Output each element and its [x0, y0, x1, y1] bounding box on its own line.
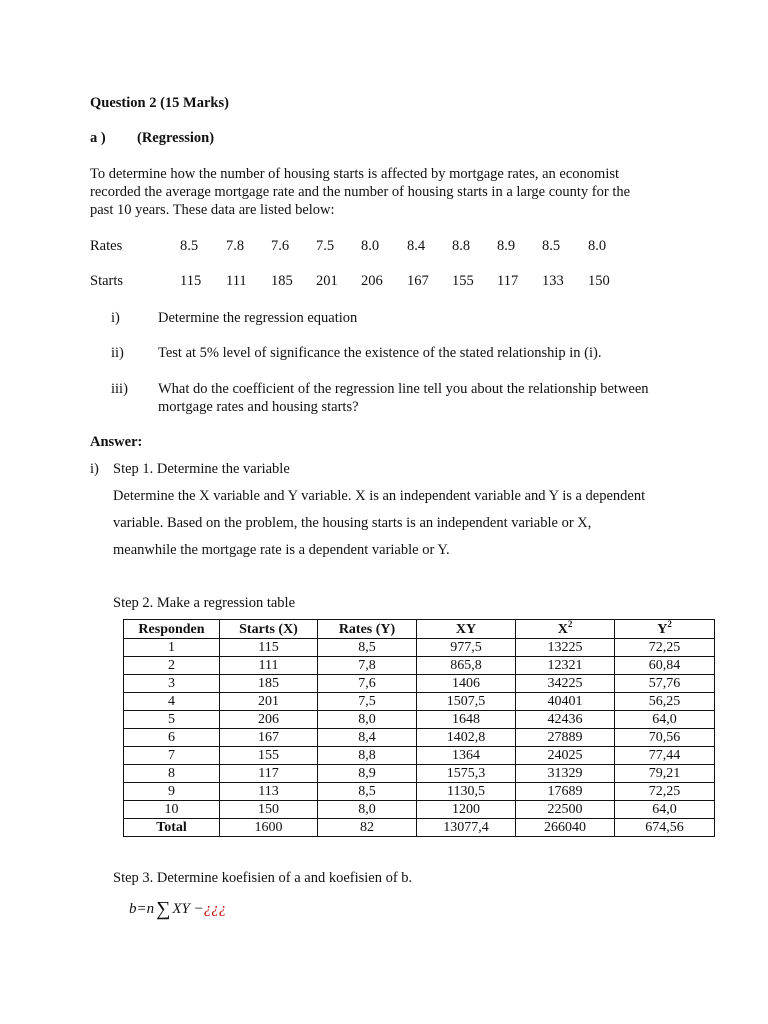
- start-value: 185: [271, 273, 293, 289]
- table-cell: 9: [124, 783, 220, 801]
- table-cell: 77,44: [615, 747, 715, 765]
- table-cell: 6: [124, 729, 220, 747]
- table-cell: 117: [220, 765, 318, 783]
- item-number: ii): [111, 345, 124, 361]
- table-cell: 4: [124, 693, 220, 711]
- start-value: 206: [361, 273, 383, 289]
- table-cell: 40401: [516, 693, 615, 711]
- table-cell: 8,0: [318, 801, 417, 819]
- table-cell: 2: [124, 657, 220, 675]
- item-text: mortgage rates and housing starts?: [158, 399, 359, 415]
- table-cell: 201: [220, 693, 318, 711]
- table-row: [124, 693, 715, 711]
- header-x-base: X: [557, 621, 568, 637]
- total-cell: 13077,4: [417, 819, 516, 837]
- part-label: a ): [90, 130, 106, 146]
- table-cell: 8,8: [318, 747, 417, 765]
- rate-value: 8.4: [407, 238, 426, 254]
- table-cell: 64,0: [615, 801, 715, 819]
- rate-value: 8.8: [452, 238, 471, 254]
- table-cell: 8,5: [318, 783, 417, 801]
- table-cell: 7,5: [318, 693, 417, 711]
- table-row: [124, 657, 715, 675]
- table-cell: 1402,8: [417, 729, 516, 747]
- formula-equals: =: [136, 901, 147, 917]
- header-x-squared: [516, 620, 615, 639]
- table-cell: 12321: [516, 657, 615, 675]
- table-cell: 5: [124, 711, 220, 729]
- rate-value: 8.5: [542, 238, 561, 254]
- table-cell: 8,5: [318, 639, 417, 657]
- table-cell: 7,8: [318, 657, 417, 675]
- question-title: Question 2 (15 Marks): [90, 95, 229, 111]
- rate-value: 7.5: [316, 238, 335, 254]
- rate-value: 8.5: [180, 238, 199, 254]
- table-cell: 79,21: [615, 765, 715, 783]
- table-cell: 865,8: [417, 657, 516, 675]
- table-row: [124, 747, 715, 765]
- answer-part-number: i): [90, 461, 99, 477]
- table-cell: 34225: [516, 675, 615, 693]
- header-xy: XY: [417, 620, 516, 639]
- table-cell: 1364: [417, 747, 516, 765]
- table-cell: 1200: [417, 801, 516, 819]
- step1-title: Step 1. Determine the variable: [113, 461, 290, 477]
- table-cell: 8,4: [318, 729, 417, 747]
- table-cell: 150: [220, 801, 318, 819]
- table-cell: 7: [124, 747, 220, 765]
- table-row: [124, 783, 715, 801]
- total-label: Total: [124, 819, 220, 837]
- header-y-exponent: 2: [667, 618, 672, 629]
- start-value: 115: [180, 273, 202, 289]
- item-text: Determine the regression equation: [158, 310, 358, 326]
- item-number: i): [111, 310, 120, 326]
- table-cell: 8: [124, 765, 220, 783]
- table-cell: 1: [124, 639, 220, 657]
- total-cell: 266040: [516, 819, 615, 837]
- table-cell: 113: [220, 783, 318, 801]
- table-cell: 8,0: [318, 711, 417, 729]
- intro-line: recorded the average mortgage rate and the number of housing starts in a large county for the: [90, 184, 631, 200]
- header-y-base: Y: [657, 621, 668, 637]
- table-cell: 977,5: [417, 639, 516, 657]
- start-value: 111: [226, 273, 247, 289]
- table-cell: 1406: [417, 675, 516, 693]
- formula-n: n: [146, 901, 155, 917]
- rate-value: 8.0: [588, 238, 607, 254]
- table-cell: 167: [220, 729, 318, 747]
- rates-label: Rates: [90, 238, 123, 254]
- formula-error-glyphs: ¿¿¿: [203, 901, 227, 917]
- total-cell: 674,56: [615, 819, 715, 837]
- table-row: [124, 711, 715, 729]
- table-cell: 115: [220, 639, 318, 657]
- table-total-row: [124, 819, 715, 837]
- table-cell: 185: [220, 675, 318, 693]
- table-cell: 13225: [516, 639, 615, 657]
- table-cell: 155: [220, 747, 318, 765]
- rate-value: 7.6: [271, 238, 290, 254]
- table-row: [124, 729, 715, 747]
- start-value: 117: [497, 273, 519, 289]
- step3-title: Step 3. Determine koefisien of a and koefisien of b.: [113, 870, 413, 886]
- step1-line: Determine the X variable and Y variable. X is an independent variable and Y is a dependent: [113, 488, 646, 504]
- table-row: [124, 765, 715, 783]
- table-cell: 1130,5: [417, 783, 516, 801]
- sigma-icon: ∑: [156, 898, 171, 920]
- formula-minus: −: [193, 901, 204, 917]
- table-row: [124, 639, 715, 657]
- table-cell: 27889: [516, 729, 615, 747]
- start-value: 133: [542, 273, 564, 289]
- table-cell: 64,0: [615, 711, 715, 729]
- rate-value: 8.0: [361, 238, 380, 254]
- table-cell: 57,76: [615, 675, 715, 693]
- rate-value: 8.9: [497, 238, 516, 254]
- table-cell: 60,84: [615, 657, 715, 675]
- header-responden: Responden: [124, 620, 220, 639]
- formula-lhs: b: [129, 901, 137, 917]
- header-x-exponent: 2: [567, 618, 573, 629]
- total-cell: 1600: [220, 819, 318, 837]
- part-title: (Regression): [137, 130, 215, 146]
- table-cell: 7,6: [318, 675, 417, 693]
- table-cell: 31329: [516, 765, 615, 783]
- formula-b: [129, 896, 226, 919]
- intro-line: past 10 years. These data are listed below:: [90, 202, 335, 218]
- table-cell: 206: [220, 711, 318, 729]
- table-row: [124, 801, 715, 819]
- rate-value: 7.8: [226, 238, 245, 254]
- table-cell: 42436: [516, 711, 615, 729]
- table-cell: 10: [124, 801, 220, 819]
- step2-title: Step 2. Make a regression table: [113, 595, 296, 611]
- table-cell: 1507,5: [417, 693, 516, 711]
- intro-line: To determine how the number of housing starts is affected by mortgage rates, an economist: [90, 166, 620, 182]
- regression-table: [123, 619, 715, 837]
- table-cell: 3: [124, 675, 220, 693]
- header-rates-y: Rates (Y): [318, 620, 417, 639]
- total-cell: 82: [318, 819, 417, 837]
- table-cell: 56,25: [615, 693, 715, 711]
- table-cell: 111: [220, 657, 318, 675]
- table-cell: 72,25: [615, 783, 715, 801]
- table-cell: 1648: [417, 711, 516, 729]
- step1-line: variable. Based on the problem, the housing starts is an independent variable or X,: [113, 515, 592, 531]
- start-value: 167: [407, 273, 429, 289]
- start-value: 201: [316, 273, 338, 289]
- step1-line: meanwhile the mortgage rate is a dependent variable or Y.: [113, 542, 450, 558]
- answer-heading: Answer:: [90, 434, 143, 450]
- start-value: 155: [452, 273, 474, 289]
- header-starts-x: Starts (X): [220, 620, 318, 639]
- table-cell: 24025: [516, 747, 615, 765]
- header-y-squared: [615, 620, 715, 639]
- item-text: What do the coefficient of the regression line tell you about the relationship between: [158, 381, 649, 397]
- table-cell: 8,9: [318, 765, 417, 783]
- table-cell: 17689: [516, 783, 615, 801]
- starts-label: Starts: [90, 273, 124, 289]
- table-header-row: [124, 620, 715, 639]
- item-number: iii): [111, 381, 128, 397]
- table-cell: 1575,3: [417, 765, 516, 783]
- table-row: [124, 675, 715, 693]
- table-cell: 72,25: [615, 639, 715, 657]
- start-value: 150: [588, 273, 610, 289]
- table-cell: 70,56: [615, 729, 715, 747]
- formula-xy: XY: [172, 901, 190, 917]
- table-cell: 22500: [516, 801, 615, 819]
- item-text: Test at 5% level of significance the existence of the stated relationship in (i).: [158, 345, 602, 361]
